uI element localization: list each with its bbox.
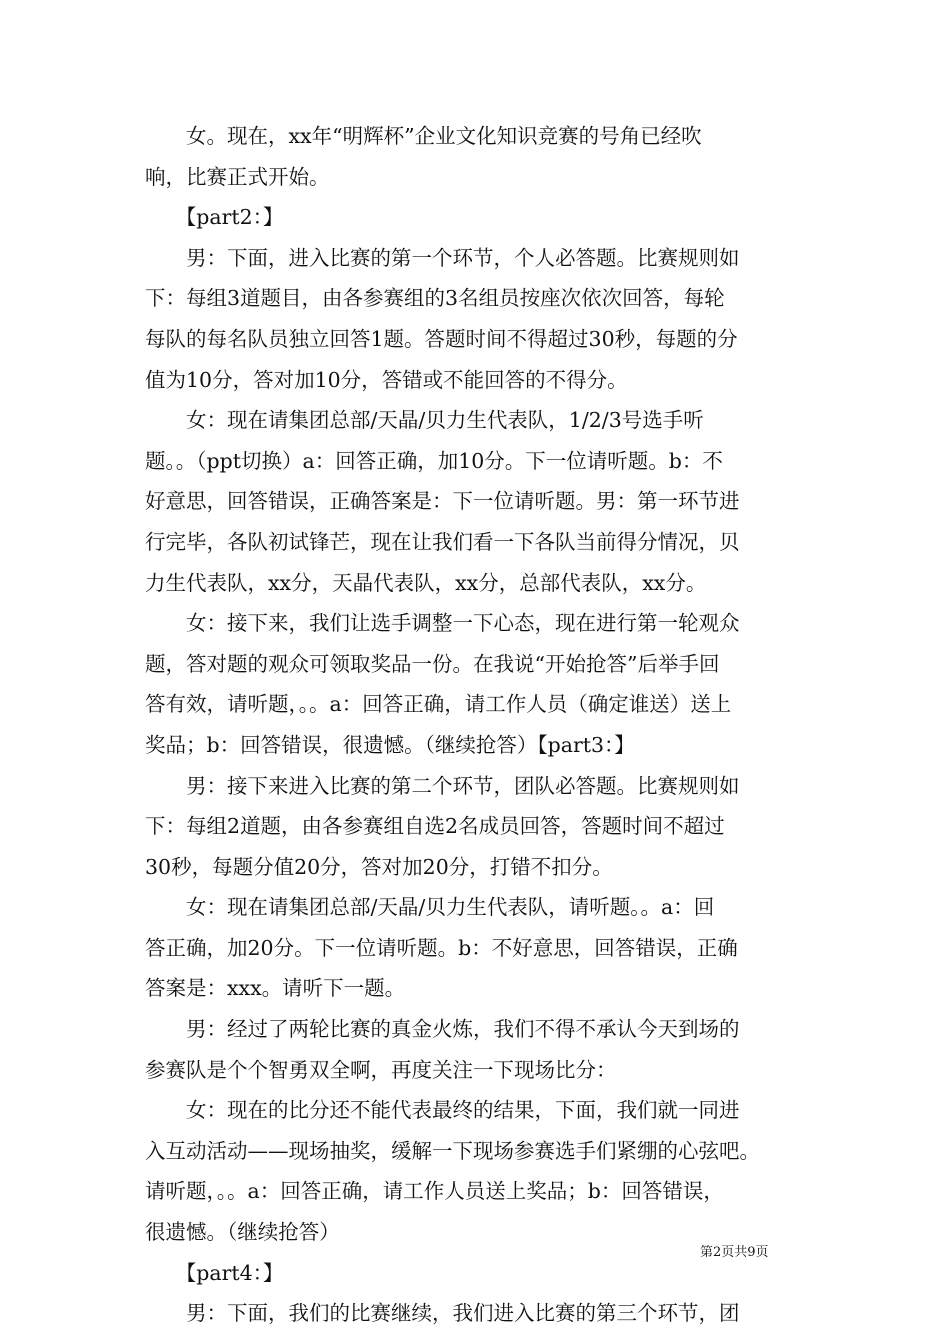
- text-line: 男：下面，进入比赛的第一个环节，个人必答题。比赛规则如: [145, 245, 740, 270]
- section-heading: 【part4：】: [145, 1260, 284, 1285]
- text-line: 题，答对题的观众可领取奖品一份。在我说“开始抢答”后举手回: [145, 651, 720, 676]
- text-line: 参赛队是个个智勇双全啊，再度关注一下现场比分：: [145, 1057, 617, 1082]
- text-line: 女：现在请集团总部/天晶/贝力生代表队，1/2/3号选手听: [145, 408, 704, 433]
- text-line: 响，比赛正式开始。: [145, 164, 330, 189]
- text-line: 行完毕，各队初试锋芒，现在让我们看一下各队当前得分情况，贝: [145, 529, 740, 554]
- text-line: 奖品；b：回答错误，很遗憾。（继续抢答）【part3：】: [145, 732, 635, 757]
- text-line: 男：经过了两轮比赛的真金火炼，我们不得不承认今天到场的: [145, 1017, 740, 1042]
- text-line: 女：现在的比分还不能代表最终的结果，下面，我们就一同进: [145, 1098, 740, 1123]
- page-number-footer: 第2页共9页: [700, 1245, 769, 1260]
- text-line: 30秒，每题分值20分，答对加20分，打错不扣分。: [145, 854, 613, 879]
- text-line: 女：现在请集团总部/天晶/贝力生代表队，请听题。。a：回: [145, 895, 715, 920]
- text-line: 答有效，请听题，。。a：回答正确，请工作人员（确定谁送）送上: [145, 692, 732, 717]
- text-line: 答案是：xxx。请听下一题。: [145, 976, 406, 1001]
- text-line: 女。现在，xx年“明辉杯”企业文化知识竞赛的号角已经吹: [145, 124, 702, 148]
- text-line: 男：接下来进入比赛的第二个环节，团队必答题。比赛规则如: [145, 773, 740, 798]
- text-line: 很遗憾。（继续抢答）: [145, 1220, 340, 1245]
- text-line: 题。。（ppt切换）a：回答正确，加10分。下一位请听题。b：不: [145, 448, 723, 473]
- text-line: 每队的每名队员独立回答1题。答题时间不得超过30秒，每题的分: [145, 326, 738, 351]
- text-line: 力生代表队，xx分，天晶代表队，xx分，总部代表队，xx分。: [145, 570, 707, 595]
- text-line: 下：每组3道题目，由各参赛组的3名组员按座次依次回答，每轮: [145, 286, 725, 311]
- document-body: [145, 116, 810, 1334]
- text-line: 答正确，加20分。下一位请听题。b：不好意思，回答错误，正确: [145, 935, 738, 960]
- text-line: 下：每组2道题，由各参赛组自选2名成员回答，答题时间不超过: [145, 814, 725, 839]
- text-line: 入互动活动——现场抽奖，缓解一下现场参赛选手们紧绷的心弦吧。: [145, 1138, 760, 1163]
- text-line: 男：下面，我们的比赛继续，我们进入比赛的第三个环节，团: [145, 1301, 740, 1326]
- text-line: 请听题，。。a：回答正确，请工作人员送上奖品；b：回答错误，: [145, 1179, 724, 1204]
- text-line: 好意思，回答错误，正确答案是：下一位请听题。男：第一环节进: [145, 489, 740, 514]
- section-heading: 【part2：】: [145, 205, 284, 230]
- text-line: 值为10分，答对加10分，答错或不能回答的不得分。: [145, 367, 628, 392]
- text-line: 女：接下来，我们让选手调整一下心态，现在进行第一轮观众: [145, 611, 740, 636]
